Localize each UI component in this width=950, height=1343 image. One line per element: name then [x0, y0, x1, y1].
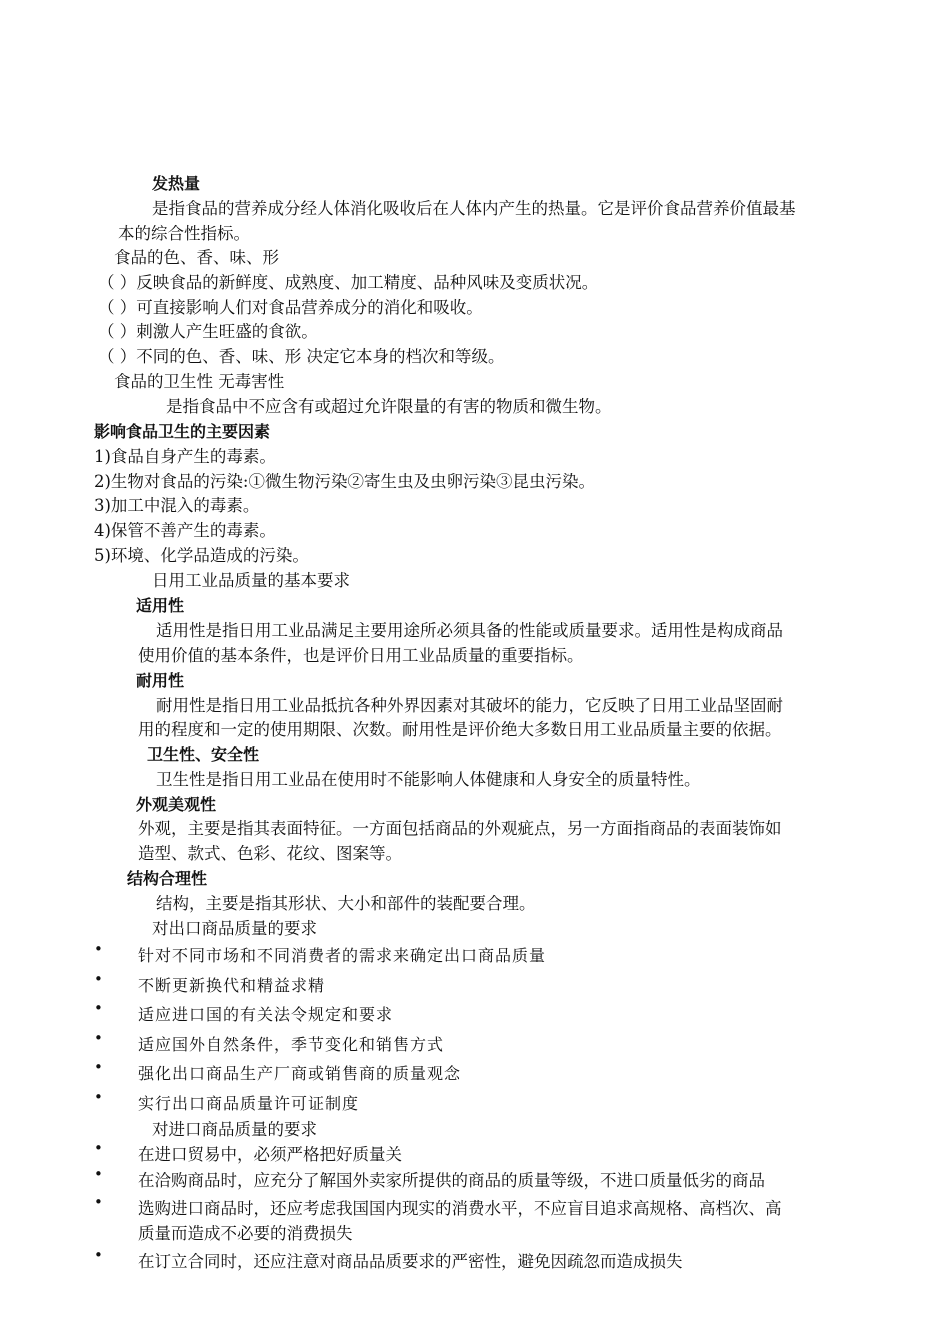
paragraph-line: 本的综合性指标。: [118, 224, 250, 243]
list-item: 2)生物对食品的污染:①微生物污染②寄生虫及虫卵污染③昆虫污染。: [94, 472, 595, 491]
bullet-icon: •: [94, 940, 103, 958]
heading-import: 对进口商品质量的要求: [152, 1120, 317, 1139]
list-item: 选购进口商品时，还应考虑我国国内现实的消费水平，不应盲目追求高规格、高档次、高: [138, 1199, 782, 1218]
list-item: 强化出口商品生产厂商或销售商的质量观念: [138, 1064, 462, 1083]
bullet-icon: •: [94, 1058, 103, 1076]
bullet-icon: •: [94, 1029, 103, 1047]
list-item: 在订立合同时，还应注意对商品品质要求的严密性，避免因疏忽而造成损失: [138, 1252, 683, 1271]
list-item: 适应进口国的有关法令规定和要求: [138, 1005, 394, 1024]
paragraph-line: 是指食品中不应含有或超过允许限量的有害的物质和微生物。: [166, 397, 612, 416]
bullet-icon: •: [94, 970, 103, 988]
heading-structure: 结构合理性: [127, 869, 208, 888]
list-item: 3)加工中混入的毒素。: [94, 496, 260, 515]
paragraph-line: 卫生性是指日用工业品在使用时不能影响人体健康和人身安全的质量特性。: [156, 770, 701, 789]
bullet-icon: •: [94, 1165, 103, 1183]
heading-durability: 耐用性: [136, 671, 185, 690]
list-item: 1)食品自身产生的毒素。: [94, 447, 276, 466]
heading-color-flavor: 食品的色、香、味、形: [114, 248, 279, 267]
heading-export: 对出口商品质量的要求: [152, 919, 317, 938]
bullet-icon: •: [94, 1139, 103, 1157]
paragraph-line: 外观，主要是指其表面特征。一方面包括商品的外观疵点，另一方面指商品的表面装饰如: [138, 819, 782, 838]
list-item: （ ）刺激人产生旺盛的食欲。: [98, 322, 318, 341]
list-item: 4)保管不善产生的毒素。: [94, 521, 276, 540]
paragraph-line: 耐用性是指日用工业品抵抗各种外界因素对其破坏的能力，它反映了日用工业品坚固耐: [156, 696, 783, 715]
list-item: （ ）反映食品的新鲜度、成熟度、加工精度、品种风味及变质状况。: [98, 273, 599, 292]
heading-calorific: 发热量: [152, 174, 201, 193]
list-item: 在洽购商品时，应充分了解国外卖家所提供的商品的质量等级，不进口质量低劣的商品: [138, 1171, 765, 1190]
list-item: 适应国外自然条件，季节变化和销售方式: [138, 1035, 445, 1054]
list-item-continuation: 质量而造成不必要的消费损失: [138, 1224, 353, 1243]
heading-appearance: 外观美观性: [136, 795, 217, 814]
heading-hygiene-factors: 影响食品卫生的主要因素: [94, 422, 271, 441]
bullet-icon: •: [94, 1193, 103, 1211]
paragraph-line: 造型、款式、色彩、花纹、图案等。: [138, 844, 402, 863]
bullet-icon: •: [94, 1088, 103, 1106]
heading-safety: 卫生性、安全性: [147, 745, 260, 764]
paragraph-line: 结构，主要是指其形状、大小和部件的装配要合理。: [156, 894, 536, 913]
paragraph-line: 适用性是指日用工业品满足主要用途所必须具备的性能或质量要求。适用性是构成商品: [156, 621, 783, 640]
bullet-icon: •: [94, 1246, 103, 1264]
list-item: 实行出口商品质量许可证制度: [138, 1094, 360, 1113]
heading-daily-goods: 日用工业品质量的基本要求: [152, 571, 350, 590]
paragraph-line: 使用价值的基本条件，也是评价日用工业品质量的重要指标。: [138, 646, 584, 665]
heading-hygiene: 食品的卫生性 无毒害性: [114, 372, 285, 391]
heading-suitability: 适用性: [136, 596, 185, 615]
bullet-icon: •: [94, 999, 103, 1017]
list-item: 5)环境、化学品造成的污染。: [94, 546, 309, 565]
list-item: （ ）不同的色、香、味、形 决定它本身的档次和等级。: [98, 347, 505, 366]
paragraph-line: 是指食品的营养成分经人体消化吸收后在人体内产生的热量。它是评价食品营养价值最基: [152, 199, 796, 218]
list-item: 不断更新换代和精益求精: [138, 976, 326, 995]
list-item: 针对不同市场和不同消费者的需求来确定出口商品质量: [138, 946, 547, 965]
list-item: （ ）可直接影响人们对食品营养成分的消化和吸收。: [98, 298, 483, 317]
paragraph-line: 用的程度和一定的使用期限、次数。耐用性是评价绝大多数日用工业品质量主要的依据。: [138, 720, 782, 739]
list-item: 在进口贸易中，必须严格把好质量关: [138, 1145, 402, 1164]
